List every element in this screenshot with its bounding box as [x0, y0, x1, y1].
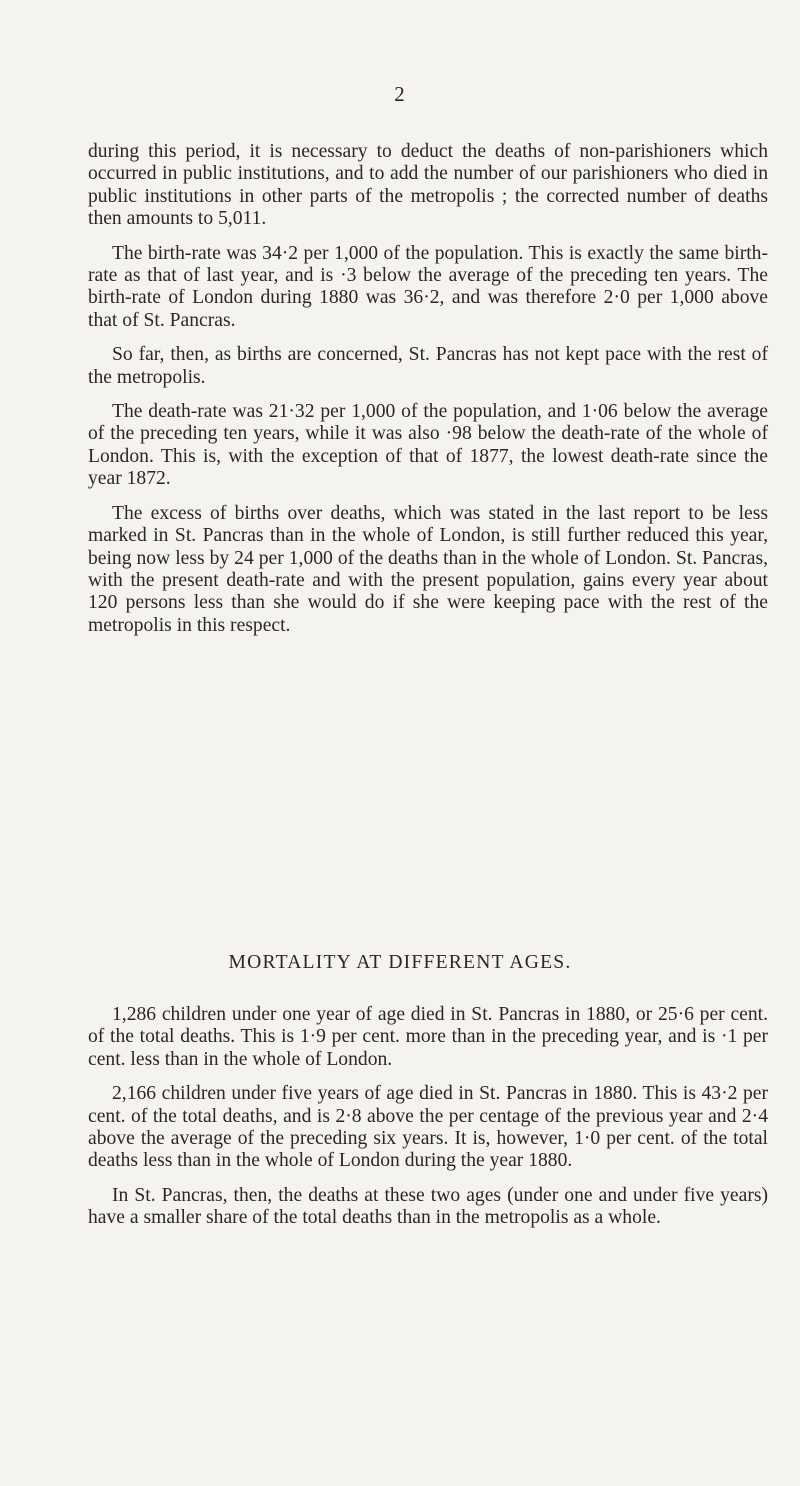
paragraph-under-five: 2,166 children under five years of age died in St. Pancras in 1880. This is 43·2 per cent. of the total deaths, and is 2·8 above the per centage of the previous year and 2·4 above the average of the preceding six years. It is, however, 1·0 per cent. of the total deaths less than in the whole of London during the year 1880.	[88, 1083, 768, 1172]
page-number: 2	[394, 82, 406, 106]
paragraph-death-rate: The death-rate was 21·32 per 1,000 of the population, and 1·06 below the average of the preceding ten years, while it was also ·98 below the death-rate of the whole of London. This is, with the exception of that of 1877, the lowest death-rate since the year 1872.	[88, 401, 768, 490]
paragraph-under-one: 1,286 children under one year of age died in St. Pancras in 1880, or 25·6 per cent. of the total deaths. This is 1·9 per cent. more than in the preceding year, and is ·1 per cent. less than in the whole of London.	[88, 1004, 768, 1070]
paragraph-excess-births: The excess of births over deaths, which was stated in the last report to be less marked in St. Pancras than in the whole of London, is still further reduced this year, being now less by 24 per 1,000 of the deaths than in the whole of London. St. Pancras, with the present death-rate and with the present population, gains every year about 120 persons less than she would do if she were keeping pace with the rest of the metropolis in this respect.	[88, 502, 768, 636]
body-text-bottom	[88, 1004, 768, 1242]
paragraph-conclusion: In St. Pancras, then, the deaths at these two ages (under one and under five years) have a smaller share of the total deaths than in the metropolis as a whole.	[88, 1184, 768, 1229]
body-text-top	[88, 141, 768, 649]
paragraph-birth-rate: The birth-rate was 34·2 per 1,000 of the population. This is exactly the same birth-rate as that of last year, and is ·3 below the average of the preceding ten years. The birth-rate of London during 1880 was 36·2, and was therefore 2·0 per 1,000 above that of St. Pancras.	[88, 242, 768, 331]
paragraph-births-summary: So far, then, as births are concerned, St. Pancras has not kept pace with the rest of the metropolis.	[88, 344, 768, 388]
section-heading-mortality: MORTALITY AT DIFFERENT AGES.	[228, 952, 572, 973]
paragraph-continuation: during this period, it is necessary to deduct the deaths of non-parishioners which occurred in public institutions, and to add the number of our parishioners who died in public institutions in other parts of the metropolis ; the corrected number of deaths then amounts to 5,011.	[88, 141, 768, 230]
